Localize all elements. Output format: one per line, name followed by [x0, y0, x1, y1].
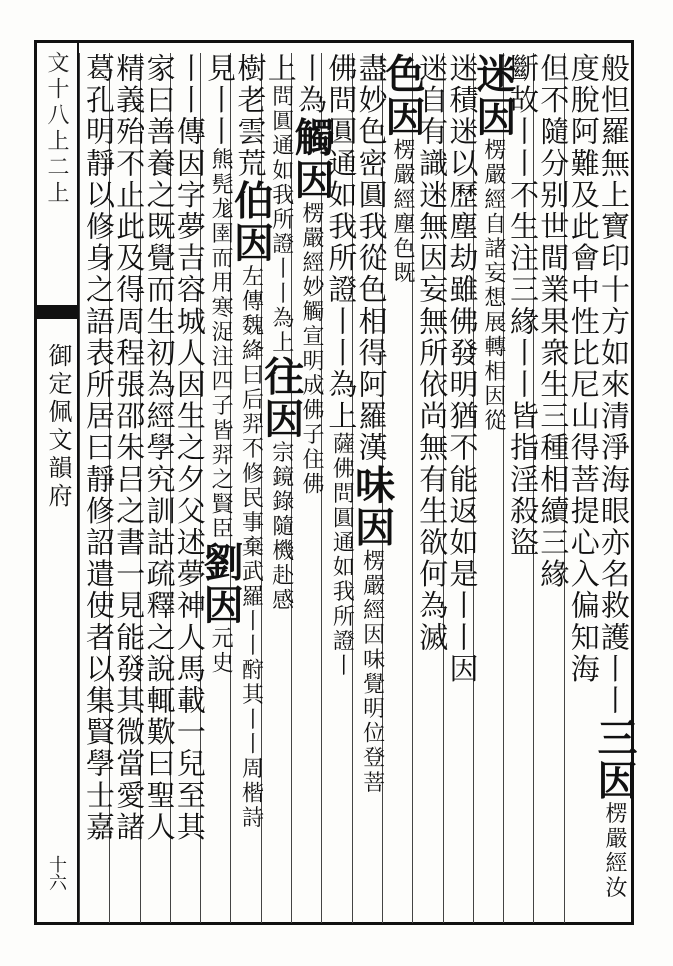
- entry-headword: 劉因: [197, 541, 245, 627]
- entry-headword: 味因: [348, 463, 396, 550]
- text-segment: 斷故丨丨不生注三緣丨丨皆指淫殺盜: [506, 53, 541, 559]
- page-border: [34, 40, 638, 925]
- entry-headword: 色因: [378, 53, 426, 139]
- text-segment: 迷積迷以歷塵劫雖佛發明猶不能返如是丨丨因: [445, 53, 480, 685]
- text-segment: 家曰善養之既覺而生初為經學究訓詁疏釋之說輒歎曰聖人: [142, 53, 177, 843]
- text-segment: 佛問圓通如我所證丨丨為上: [324, 53, 359, 433]
- text-segment: 問圓通如我所證丨丨為上: [268, 84, 294, 356]
- text-segment: 般怛羅無上寶印十方如來清淨海眼亦名救護: [597, 53, 631, 654]
- text-segment: 楞嚴經自諸妄想展轉相因從: [480, 138, 506, 434]
- entry-headword: 迷因: [469, 53, 517, 139]
- text-segment: 楞嚴經汝: [602, 801, 627, 901]
- text-segment: 盡妙色密圓我從色相得阿羅漢: [354, 53, 389, 464]
- text-segment: 度脫阿難及此會中性比尼山得菩提心入偏知海: [566, 53, 601, 685]
- text-segment: 丨丨傳因字夢吉容城人因生之夕父述夢神人馬載一兒至其: [172, 53, 207, 843]
- page-number: 十六: [46, 855, 67, 891]
- text-segment: 元史: [208, 626, 234, 676]
- text-segment: 丨丨: [597, 653, 631, 717]
- text-segment: 左傳魏絳曰后羿不修民事棄武羅丨丨: [238, 264, 264, 659]
- entry-headword: 伯因: [227, 179, 275, 265]
- entry-headword: 三因: [591, 716, 638, 802]
- text-segment: 上: [263, 53, 298, 85]
- text-area: [77, 43, 638, 922]
- entry-headword: 往因: [257, 355, 305, 441]
- text-segment: 迷自有識迷無因妄無所依尚無有生欲何為滅: [415, 53, 450, 654]
- book-title: 御定佩文韻府: [44, 343, 72, 511]
- entry-headword: 觸因: [288, 116, 336, 202]
- text-segment: 樹老雲荒: [233, 53, 268, 180]
- text-segment: 但不隨分别世間業果衆生三種相續三緣: [536, 53, 571, 591]
- text-segment: 楞嚴經塵色既: [389, 138, 415, 286]
- text-segment: 宗鏡錄隨機赴感: [268, 440, 294, 613]
- text-segment: 酧其丨丨周楷詩: [238, 658, 264, 831]
- text-segment: 丨為: [294, 53, 329, 117]
- text-segment: 熊髡尨圉而用寒浞注四子皆羿之賢臣: [208, 147, 234, 542]
- margin-divider: [37, 305, 77, 319]
- text-segment: 精義殆不止此及得周程張邵朱吕之書一見能發其微當愛諸: [112, 53, 147, 843]
- text-segment: 楞嚴經因味覺明位登菩: [359, 549, 385, 796]
- text-segment: 葛孔明靜以修身之語表所居曰靜修詔遣使者以集賢學士嘉: [82, 53, 116, 843]
- margin-top-text: 文十八上二上: [44, 51, 69, 207]
- text-segment: 楞嚴經妙觸宣明成佛子住佛: [299, 201, 325, 497]
- margin-column: [37, 43, 77, 928]
- text-segment: 薩佛問圓通如我所證丨: [329, 432, 355, 679]
- text-column: [79, 53, 119, 923]
- text-segment: 見丨丨: [203, 53, 238, 148]
